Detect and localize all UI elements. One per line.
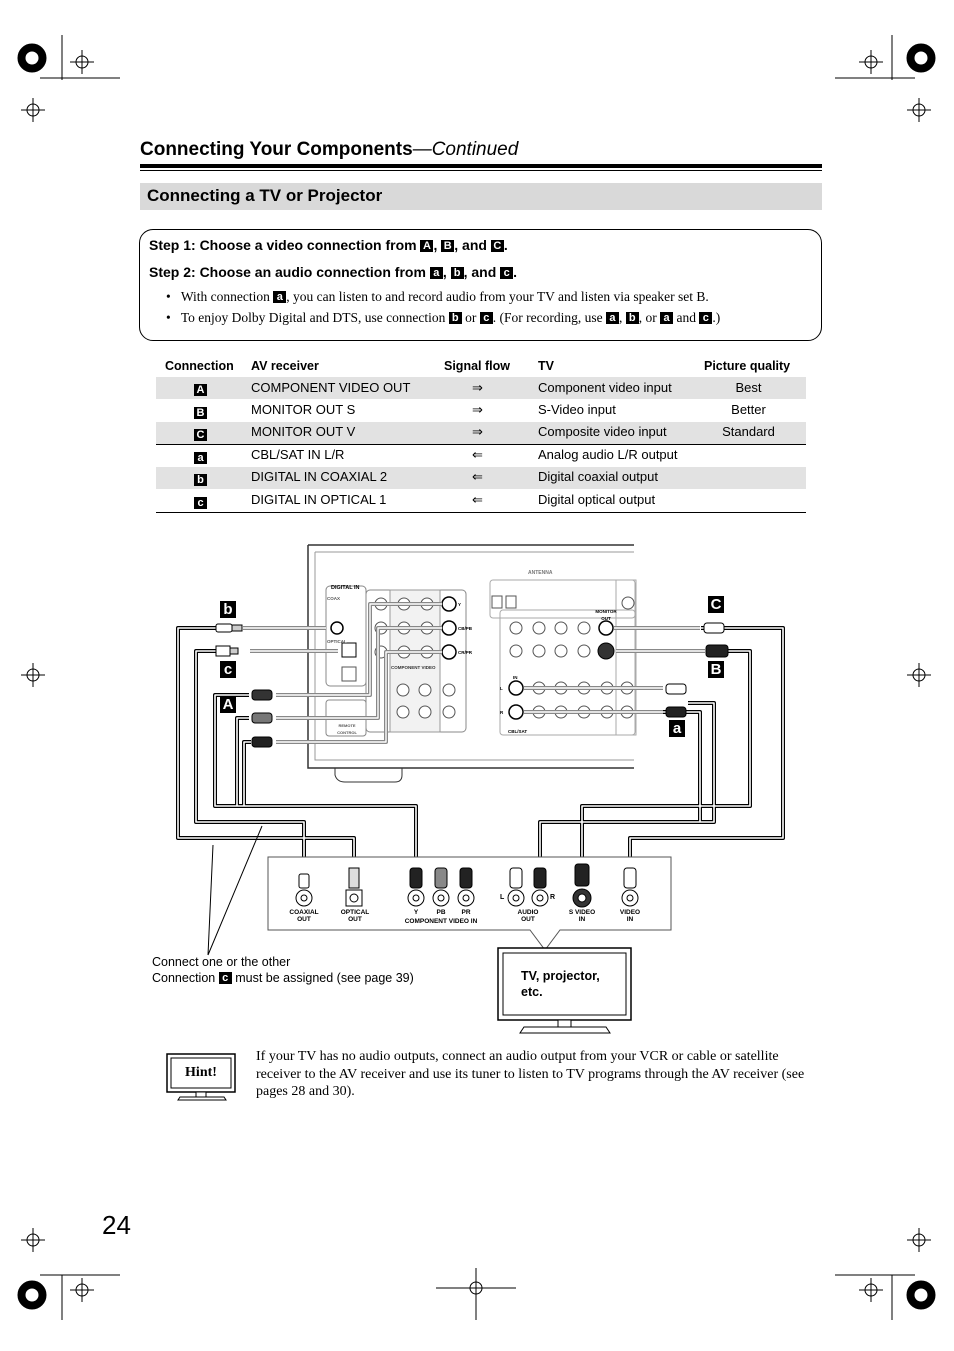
step-1-comma: , xyxy=(433,237,438,253)
letter-badge-b: b xyxy=(449,312,462,324)
letter-badge-c: c xyxy=(699,312,712,324)
letter-badge-b: b xyxy=(451,267,464,279)
section-title: Connecting a TV or Projector xyxy=(147,186,383,205)
label-antenna: ANTENNA xyxy=(528,570,553,576)
table-cell-flow: ⇐ xyxy=(472,469,483,484)
step-1-and: , and xyxy=(454,237,487,253)
note-line-2-pre: Connection xyxy=(152,971,216,985)
bullet-1: • With connection a , you can listen to and record audio from your TV and listen via speaker set B. xyxy=(166,289,709,304)
receiver-panel xyxy=(308,545,636,782)
table-cell-flow: ⇒ xyxy=(472,402,483,417)
letter-badge-C: C xyxy=(491,240,504,252)
table-cell-connection: B xyxy=(194,407,207,419)
note-line-1: Connect one or the other xyxy=(152,955,291,969)
label-cb-pb: CB/PB xyxy=(458,626,473,631)
letter-badge-c: c xyxy=(500,267,513,279)
table-cell-quality: Better xyxy=(731,402,766,417)
label-coax: COAX xyxy=(327,596,341,601)
label-cr-pr: CR/PR xyxy=(458,650,473,655)
table-cell-flow: ⇐ xyxy=(472,447,483,462)
diagram-letter-c: c xyxy=(220,661,236,678)
table-cell-receiver: CBL/SAT IN L/R xyxy=(251,447,345,462)
tv-jack-label-audio-out: AUDIO OUT xyxy=(517,909,539,923)
label-digital-in: DIGITAL IN xyxy=(331,585,360,591)
label-remote-control: REMOTE CONTROL xyxy=(337,723,357,735)
label-y: Y xyxy=(458,602,462,607)
step-1-text: Step 1: Choose a video connection from xyxy=(149,237,417,253)
hint-text: If your TV has no audio outputs, connect an audio output from your VCR or cable or satellite receiver to the AV receiver and use its tuner to listen to TV programs through the AV receiver (see pages 28 and 30). xyxy=(256,1049,805,1099)
bullet-2-and: and xyxy=(676,310,696,325)
table-header-receiver: AV receiver xyxy=(251,359,319,373)
table-header-connection: Connection xyxy=(165,359,234,373)
bullet-2-or2: , or xyxy=(638,310,657,325)
letter-badge-B: B xyxy=(441,240,454,252)
table-cell-tv: Digital optical output xyxy=(538,492,656,507)
label-r: R xyxy=(500,710,504,715)
tv-jack-label-s-video-in: S VIDEO IN xyxy=(568,909,596,923)
bullet-2: • To enjoy Dolby Digital and DTS, use connection b or c . (For recording, use a , b , or a and c .) xyxy=(166,310,721,325)
letter-badge-a: a xyxy=(273,291,286,303)
note-pointer xyxy=(208,826,262,955)
letter-badge-a: a xyxy=(430,267,443,279)
tv-label-line-1: TV, projector, xyxy=(521,969,600,983)
table-cell-quality: Best xyxy=(735,380,762,395)
table-cell-quality: Standard xyxy=(722,424,775,439)
table-cell-receiver: DIGITAL IN COAXIAL 2 xyxy=(251,469,388,484)
table-cell-connection: c xyxy=(194,497,207,509)
table-cell-flow: ⇒ xyxy=(472,424,483,439)
step-2-period: . xyxy=(513,264,518,280)
table-header-signal-flow: Signal flow xyxy=(444,359,510,373)
bullet-2-mid: . (For recording, use xyxy=(492,310,603,325)
tv-jack-label-pb: PB xyxy=(436,909,446,916)
table-cell-tv: Composite video input xyxy=(538,424,667,439)
table-header-quality: Picture quality xyxy=(704,359,791,373)
label-cbl-sat: CBL/SAT xyxy=(508,729,528,734)
bullet-2-or: or xyxy=(465,310,477,325)
table-cell-receiver: COMPONENT VIDEO OUT xyxy=(251,380,411,395)
tv-jack-label-pr: PR xyxy=(461,909,471,916)
diagram-letter-C: C xyxy=(708,596,724,613)
hint-label: Hint! xyxy=(185,1065,217,1080)
bullet-2-pre: To enjoy Dolby Digital and DTS, use connection xyxy=(180,310,446,325)
table-cell-flow: ⇐ xyxy=(472,492,483,507)
tv-jack-label-video-in: VIDEO IN xyxy=(619,909,641,923)
table-cell-tv: Analog audio L/R output xyxy=(538,447,678,462)
diagram-letter-A: A xyxy=(220,696,236,713)
table-cell-receiver: MONITOR OUT S xyxy=(251,402,356,417)
tv-jack-label-audio-l: L xyxy=(500,894,505,901)
page-number: 24 xyxy=(102,1210,131,1240)
step-1-period: . xyxy=(503,237,508,253)
table-cell-tv: Component video input xyxy=(538,380,672,395)
note-line-2 xyxy=(152,971,414,985)
tv-jack-label-audio-r: R xyxy=(550,894,556,901)
label-l: L xyxy=(500,686,503,691)
tv-label-line-2: etc. xyxy=(521,985,543,999)
step-2-and: , and xyxy=(463,264,497,280)
label-monitor-out: MONITOR OUT xyxy=(595,609,617,621)
plugs xyxy=(216,623,728,747)
letter-badge-a: a xyxy=(606,312,619,324)
letter-badge-A: A xyxy=(420,240,433,252)
tv-jack-label-component-video-in: COMPONENT VIDEO IN xyxy=(404,918,478,925)
tv-jack-label-y: Y xyxy=(413,909,419,916)
letter-badge-c: c xyxy=(480,312,493,324)
step-2-comma: , xyxy=(442,264,447,280)
header-title-main: Connecting Your Components xyxy=(140,139,413,160)
table-cell-tv: S-Video input xyxy=(538,402,616,417)
label-optical: OPTICAL xyxy=(327,639,347,644)
table-cell-connection: A xyxy=(194,384,207,396)
table-header-tv: TV xyxy=(538,359,554,373)
tv-label xyxy=(521,968,600,1000)
table-cell-connection: C xyxy=(194,429,207,441)
bullet-1-post: , you can listen to and record audio from your TV and listen via speaker set B. xyxy=(286,289,709,304)
tv-jack-label-optical-out: OPTICAL OUT xyxy=(340,909,370,923)
header-title-continued: —Continued xyxy=(412,139,519,160)
diagram-letter-B: B xyxy=(708,661,724,678)
letter-badge-c: c xyxy=(219,972,232,984)
bullet-1-pre: With connection xyxy=(180,289,270,304)
table-cell-receiver: MONITOR OUT V xyxy=(251,424,356,439)
diagram-letter-a: a xyxy=(669,720,685,737)
label-in: IN xyxy=(513,675,518,680)
step-2-text: Step 2: Choose an audio connection from xyxy=(149,264,426,280)
bullet-2-comma: , xyxy=(618,310,623,325)
tv-jack-label-coaxial-out: COAXIAL OUT xyxy=(289,909,319,923)
table-cell-flow: ⇒ xyxy=(472,380,483,395)
table-cell-connection: b xyxy=(194,474,207,486)
diagram-letter-b: b xyxy=(220,601,236,618)
table-cell-receiver: DIGITAL IN OPTICAL 1 xyxy=(251,492,387,507)
letter-badge-a: a xyxy=(660,312,673,324)
note-line-2-post: must be assigned (see page 39) xyxy=(235,971,414,985)
label-component-video: COMPONENT VIDEO xyxy=(391,665,436,670)
table-cell-tv: Digital coaxial output xyxy=(538,469,658,484)
table-cell-connection: a xyxy=(194,452,207,464)
letter-badge-b: b xyxy=(626,312,639,324)
bullet-2-end: .) xyxy=(712,310,721,325)
